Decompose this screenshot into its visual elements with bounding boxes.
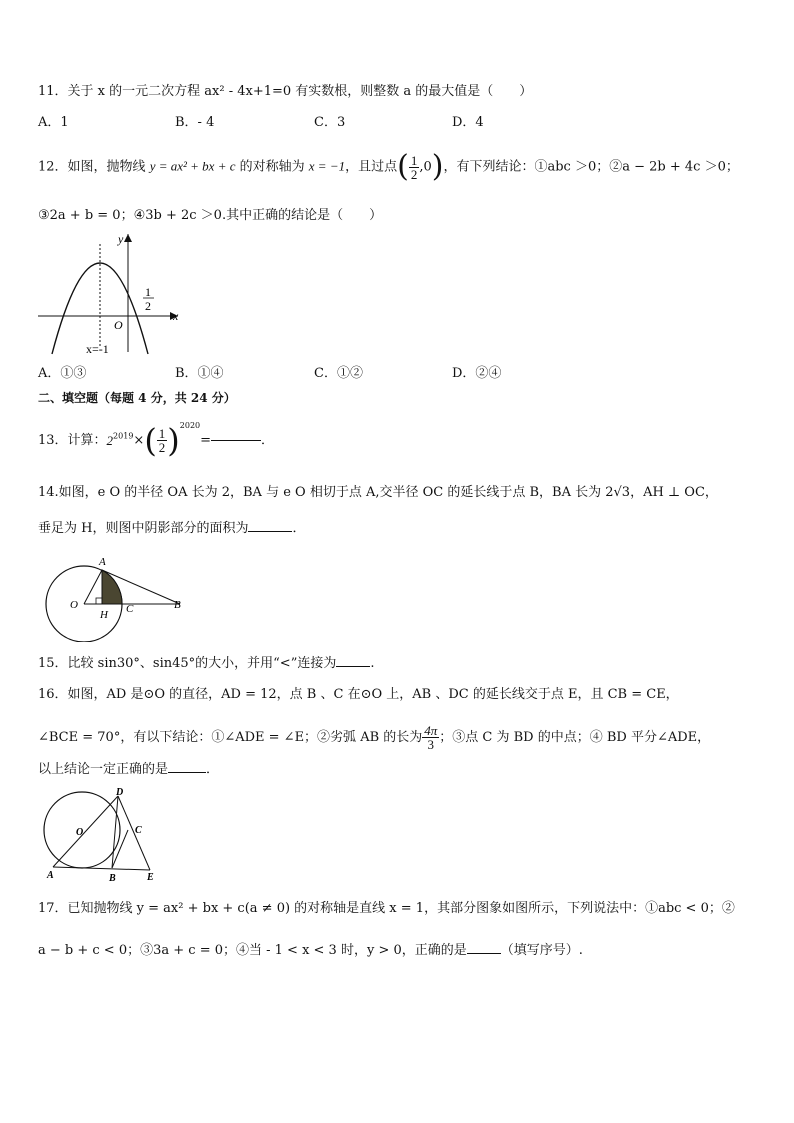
q16-line2-b: ；③点 C 为 BD 的中点；④ BD 平分∠ADE，: [439, 730, 711, 745]
q17-line2: [38, 944, 583, 957]
label-e: E: [147, 872, 154, 883]
q13-tail: ．: [261, 433, 275, 448]
line-de: [118, 796, 150, 870]
label-o: O: [70, 599, 78, 611]
q14-line1: 14.如图，e O 的半径 OA 长为 2，BA 与 e O 相切于点 A,交半径 OC 的延长线于点 B，BA 长为 2√3，AH ⊥ OC，: [38, 485, 718, 500]
q12-fraction: [409, 154, 420, 181]
q12-point-prefix: ，且过点: [345, 159, 398, 175]
q12-equation: y = ax² + bx + c: [149, 158, 236, 174]
q16-frac-num: 4π: [424, 723, 438, 738]
q17-answer-blank: [467, 953, 501, 954]
q14-line2-text: 垂足为 H，则图中阴影部分的面积为: [38, 521, 249, 536]
q12-line1: 12．如图，抛物线 y = ax² + bx + c 的对称轴为 x = −1，且过点( $\frac{1}{2}$ ,0)，有下列结论：①abc ＞0；②a − 2b + 4c ＞0；: [38, 149, 739, 184]
q16-line2: [38, 724, 710, 751]
line-ae: [53, 867, 150, 870]
y-axis-arrow: [124, 234, 132, 242]
q12-option-c: C．①②: [314, 366, 363, 381]
q15-text: 15．比较 sin30°、sin45°的大小，并用“<”连接为: [38, 656, 337, 671]
q14-line2-tail: ．: [292, 521, 306, 536]
y-label: y: [118, 232, 124, 246]
q16-frac-den: 3: [427, 737, 435, 752]
label-b: B: [174, 599, 181, 611]
q14-line2: [38, 522, 306, 535]
q13-fraction: [157, 427, 168, 454]
q15-line: [38, 657, 375, 670]
q11-text: 11．关于 x 的一元二次方程 ax² - 4x+1=0 有实数根，则整数 a 的最大值是（ ）: [38, 84, 533, 99]
line-oa: [84, 570, 102, 604]
q12-line2: ③2a + b = 0；④3b + 2c ＞0.其中正确的结论是（ ）: [38, 208, 383, 223]
q11-option-d: D．4: [452, 115, 484, 130]
label-d: D: [116, 787, 124, 798]
q12-tail: ，有下列结论：①abc ＞0；②a − 2b + 4c ＞0；: [443, 159, 739, 175]
label-b: B: [109, 873, 116, 884]
q13-answer-blank: [211, 440, 261, 441]
q16-line3: [38, 763, 219, 776]
q16-line3-tail: ．: [206, 762, 220, 777]
section-title: 二、填空题（每题 4 分，共 24 分）: [38, 391, 236, 405]
q13-prefix: 13．计算：: [38, 433, 107, 448]
q12-option-a: A．①③: [38, 366, 87, 381]
shaded-region: [102, 570, 122, 604]
q17-line2-text: a − b + c < 0；③3a + c = 0；④当 - 1 < x < 3 时，y > 0，正确的是: [38, 943, 467, 958]
half-den: 2: [145, 299, 151, 313]
q17-line1: 17．已知抛物线 y = ax² + bx + c(a ≠ 0) 的对称轴是直线 x = 1，其部分图象如图所示，下列说法中：①abc < 0；②: [38, 901, 735, 916]
q12-point-tail: ,0: [419, 159, 432, 175]
q16-answer-blank: [168, 772, 206, 773]
axis-label: x=-1: [86, 342, 109, 356]
q14-circle-figure: [40, 552, 200, 642]
q12-parabola-figure: [36, 228, 186, 358]
q16-circle-figure: [40, 784, 170, 884]
q13-frac-den: 2: [158, 440, 166, 455]
q13-equals: =: [200, 433, 212, 448]
q12-axis: x = −1: [308, 158, 346, 174]
q13-line: 13．计算：$2^{2019}\times$( $\frac{1}{2}$ )$^{2020}$= ．: [38, 421, 275, 460]
q16-line3-text: 以上结论一定正确的是: [38, 762, 169, 777]
label-o: O: [76, 827, 84, 838]
q11-option-b: B．- 4: [175, 115, 215, 130]
half-num: 1: [145, 285, 151, 299]
diameter-ad: [53, 796, 118, 867]
right-angle-mark: [96, 598, 102, 604]
q13-frac-num: 1: [158, 426, 166, 441]
x-label: x: [173, 309, 179, 323]
label-c: C: [135, 825, 142, 836]
q17-line2-tail: （填写序号）.: [500, 943, 583, 958]
q13-exp1: 2019: [113, 431, 134, 441]
q13-times: ×: [133, 433, 145, 448]
q13-base: 2: [106, 433, 114, 448]
label-h: H: [100, 609, 108, 621]
q14-answer-blank: [248, 531, 292, 532]
label-a: A: [47, 870, 54, 881]
label-c: C: [126, 603, 134, 615]
q13-exp2: 2020: [179, 421, 201, 430]
q12-mid: 的对称轴为: [239, 159, 305, 175]
origin-label: O: [114, 318, 123, 332]
q12-option-d: D．②④: [452, 366, 502, 381]
q16-line2-a: ∠BCE = 70°，有以下结论：①∠ADE = ∠E；②劣弧 AB 的长为: [38, 730, 423, 745]
q11-option-a: A．1: [38, 115, 69, 130]
q16-fraction: [422, 724, 439, 751]
q12-frac-num: 1: [410, 152, 418, 168]
q16-line1: 16．如图，AD 是⊙O 的直径，AD = 12，点 B 、C 在⊙O 上，AB 、DC 的延长线交于点 E，且 CB = CE，: [38, 687, 679, 702]
q12-prefix: 12．如图，抛物线: [38, 159, 146, 175]
q12-option-b: B．①④: [175, 366, 224, 381]
q12-frac-den: 2: [410, 166, 418, 182]
q15-tail: .: [370, 656, 375, 671]
label-a: A: [99, 556, 106, 568]
q11-option-c: C．3: [314, 115, 346, 130]
q15-answer-blank: [336, 666, 370, 667]
line-bd: [112, 796, 118, 868]
